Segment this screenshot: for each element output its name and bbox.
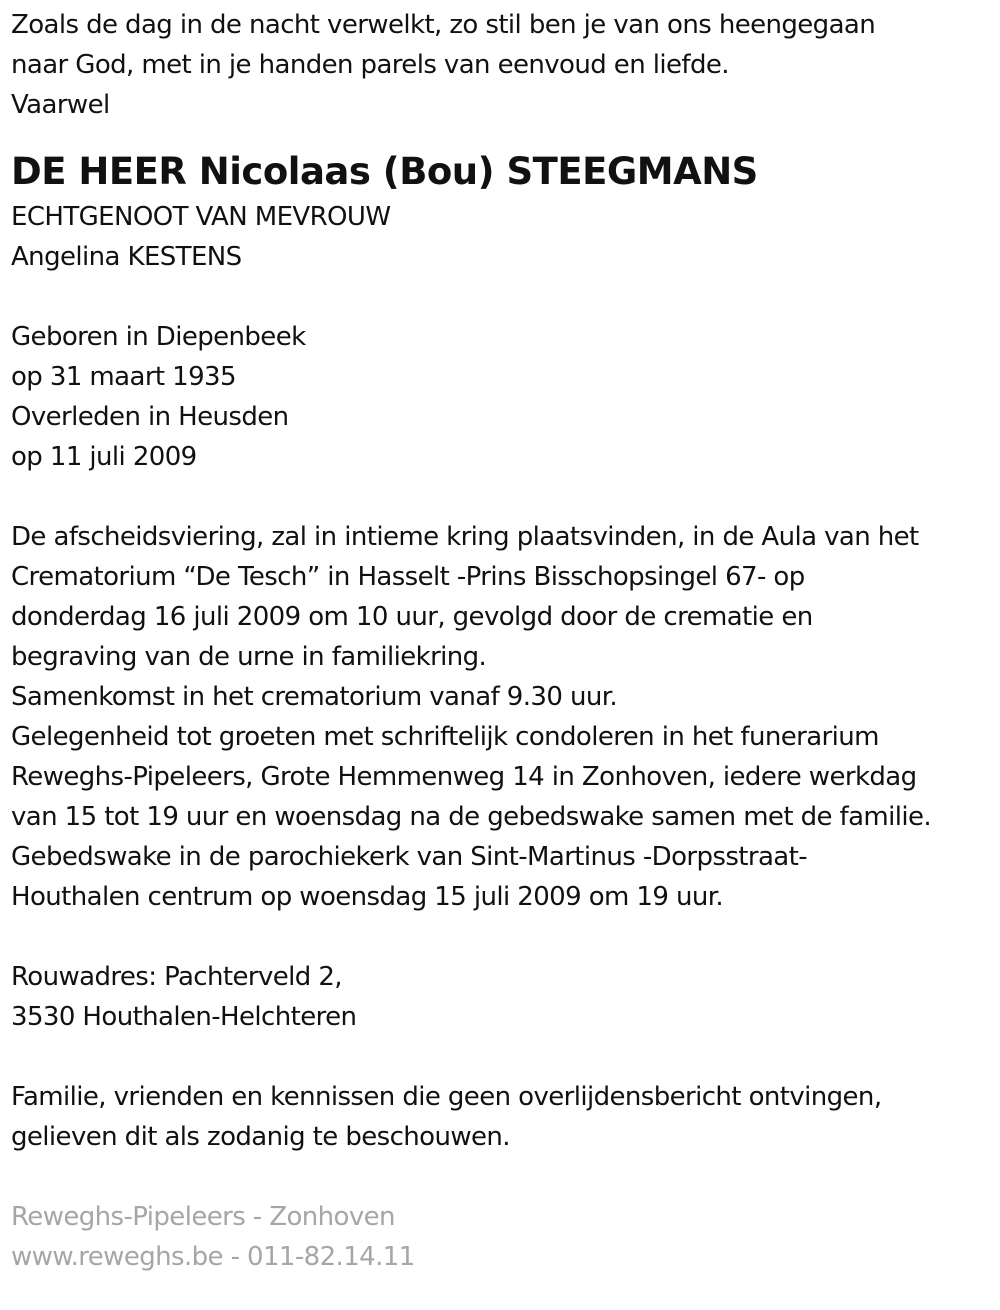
closing-notice (11, 1077, 1000, 1157)
deceased-name: DE HEER Nicolaas (Bou) STEEGMANS (11, 150, 758, 193)
birth-date: op 31 maart 1935 (11, 362, 236, 392)
mourning-address (11, 957, 1000, 1037)
ceremony-details (11, 517, 1000, 917)
ceremony-line: begraving van de urne in familiekring. (11, 642, 487, 672)
notice-line: Familie, vrienden en kennissen die geen overlijdensbericht ontvingen, (11, 1082, 882, 1112)
quote-line: Zoals de dag in de nacht verwelkt, zo stil ben je van ons heengegaan (11, 10, 876, 40)
ceremony-line: Houthalen centrum op woensdag 15 juli 2009 om 19 uur. (11, 882, 724, 912)
address-line: 3530 Houthalen-Helchteren (11, 1002, 357, 1032)
ceremony-line: donderdag 16 juli 2009 om 10 uur, gevolgd door de crematie en (11, 602, 813, 632)
ceremony-line: Samenkomst in het crematorium vanaf 9.30 uur. (11, 682, 618, 712)
spacer (11, 277, 1000, 317)
ceremony-line: De afscheidsviering, zal in intieme kring plaatsvinden, in de Aula van het (11, 522, 919, 552)
funeral-home-footer (11, 1197, 1000, 1277)
spacer (11, 1157, 1000, 1197)
spouse-block (11, 197, 1000, 277)
spacer (11, 917, 1000, 957)
quote-line: naar God, met in je handen parels van eenvoud en liefde. (11, 50, 729, 80)
address-line: Rouwadres: Pachterveld 2, (11, 962, 342, 992)
ceremony-line: Reweghs-Pipeleers, Grote Hemmenweg 14 in Zonhoven, iedere werkdag (11, 762, 917, 792)
life-dates (11, 317, 1000, 477)
funeral-home-contact: www.reweghs.be - 011-82.14.11 (11, 1242, 415, 1272)
funeral-home-name: Reweghs-Pipeleers - Zonhoven (11, 1202, 395, 1232)
death-place: Overleden in Heusden (11, 402, 289, 432)
death-date: op 11 juli 2009 (11, 442, 197, 472)
birth-place: Geboren in Diepenbeek (11, 322, 306, 352)
opening-quote (11, 0, 1000, 125)
spouse-name: Angelina KESTENS (11, 242, 242, 272)
spacer (11, 477, 1000, 517)
spacer (11, 1037, 1000, 1077)
ceremony-line: van 15 tot 19 uur en woensdag na de gebedswake samen met de familie. (11, 802, 932, 832)
spouse-title: ECHTGENOOT VAN MEVROUW (11, 202, 391, 232)
ceremony-line: Gebedswake in de parochiekerk van Sint-Martinus -Dorpsstraat- (11, 842, 808, 872)
ceremony-line: Gelegenheid tot groeten met schriftelijk condoleren in het funerarium (11, 722, 879, 752)
quote-line: Vaarwel (11, 90, 110, 120)
ceremony-line: Crematorium “De Tesch” in Hasselt -Prins Bisschopsingel 67- op (11, 562, 805, 592)
notice-line: gelieven dit als zodanig te beschouwen. (11, 1122, 510, 1152)
